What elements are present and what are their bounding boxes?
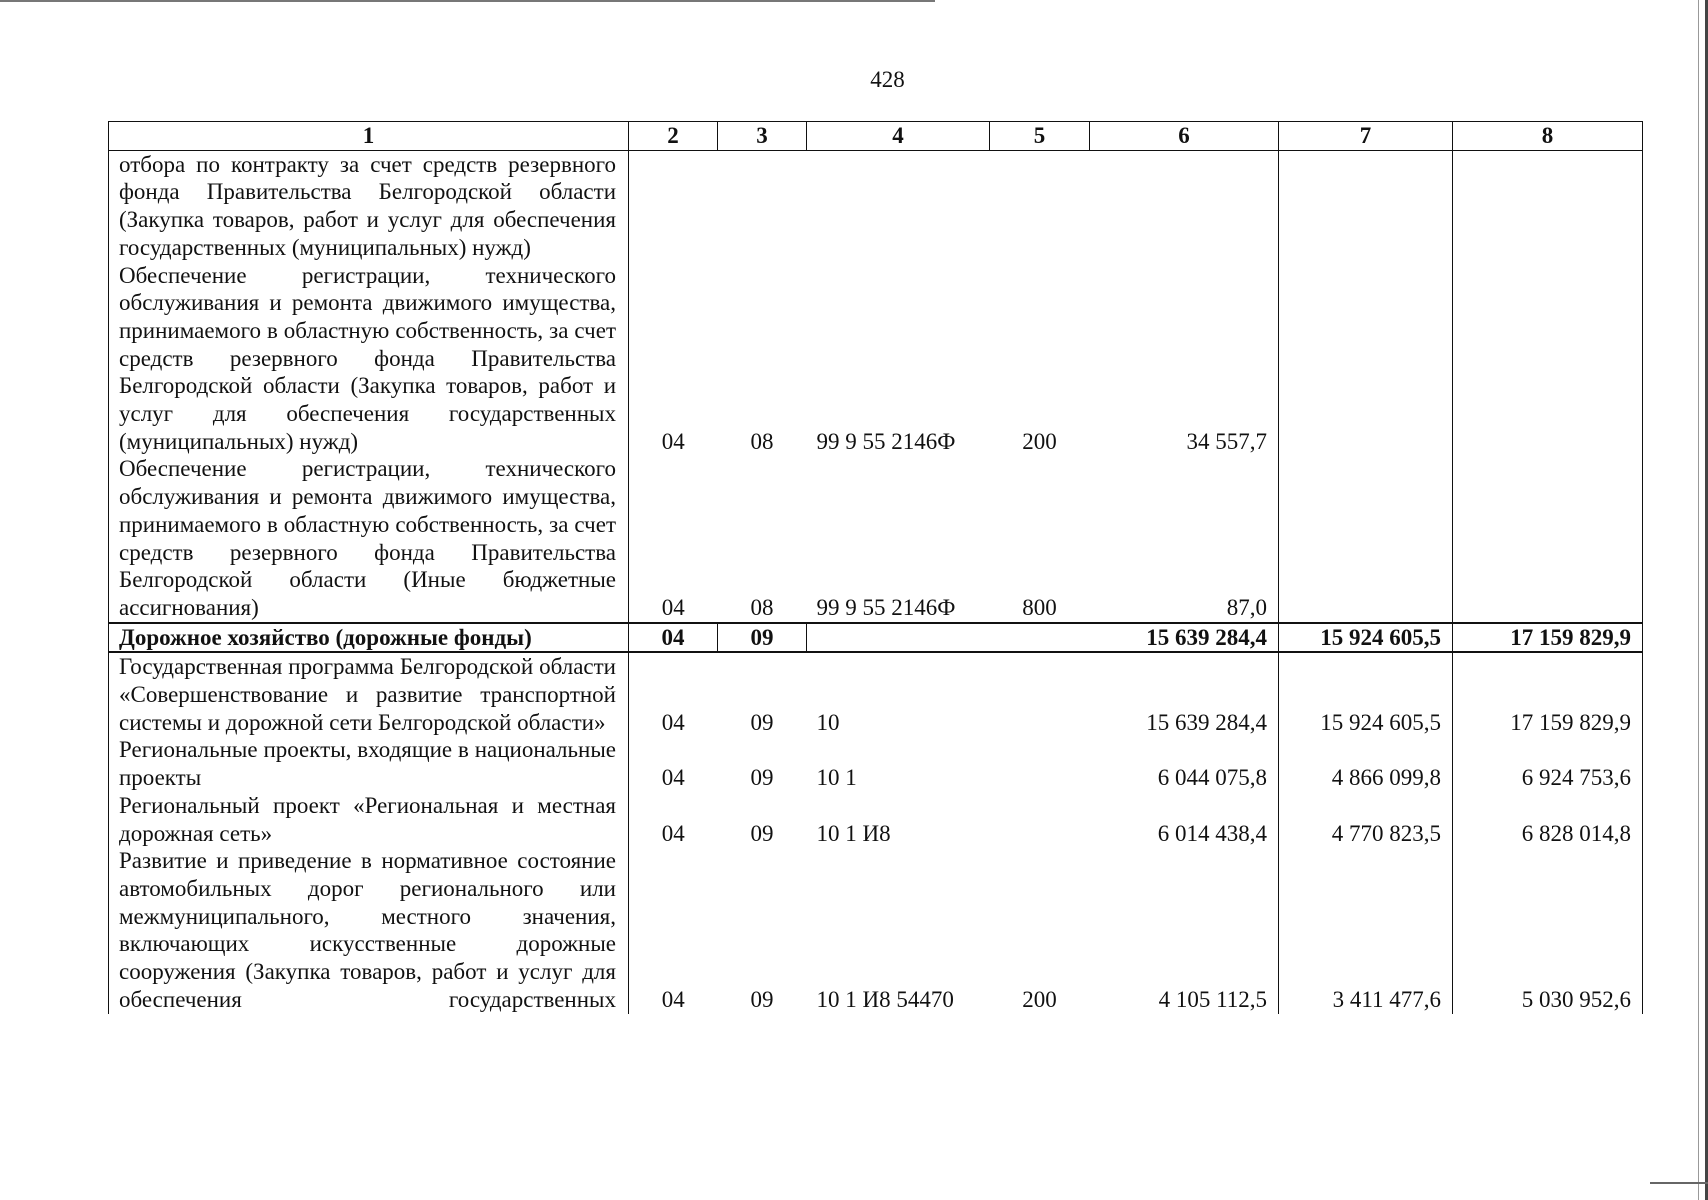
amount-col-7: [1279, 455, 1453, 622]
table-row: [109, 736, 1643, 791]
target-article-code: 99 9 55 2146Ф: [816, 594, 956, 620]
target-article-code: 10 1 И8 54470: [816, 986, 954, 1012]
row-name: Дорожное хозяйство (дорожные фонды): [109, 623, 629, 653]
row-name: Региональный проект «Региональная и местная дорожная сеть»: [109, 792, 629, 847]
scan-edge-bottom: [1650, 1182, 1708, 1184]
amount-col-8: [1453, 150, 1643, 261]
scan-edge-top: [0, 0, 935, 2]
amount-col-7: 15 924 605,5: [1279, 623, 1453, 653]
expense-type-code: [990, 652, 1090, 736]
amount-col-8: [1453, 262, 1643, 456]
subsection-code: 09: [750, 709, 774, 735]
row-name: Обеспечение регистрации, технического обслуживания и ремонта движимого имущества, принимаемого в областную собственность, за счет средств резервного фонда Правительства Белгородской области (Иные бюджетные ассигнования): [109, 455, 629, 622]
expense-type-code: 800: [1022, 594, 1057, 620]
row-name: Обеспечение регистрации, технического обслуживания и ремонта движимого имущества, принимаемого в областную собственность, за счет средств резервного фонда Правительства Белгородской области (Закупка товаров, работ и услуг для обеспечения государственных (муниципальных) нужд): [109, 262, 629, 456]
column-header-7: 7: [1279, 122, 1453, 151]
subsection-code: 09: [750, 820, 774, 846]
amount-col-6: [1090, 150, 1279, 261]
expense-type-code: [990, 736, 1090, 791]
column-header-6: 6: [1090, 122, 1279, 151]
expense-type-code: [990, 150, 1090, 261]
expense-type-code: 200: [1022, 428, 1057, 454]
subsection-code: [718, 150, 807, 261]
section-code: 04: [629, 623, 718, 653]
table-row: [109, 262, 1643, 456]
row-name: Развитие и приведение в нормативное состояние автомобильных дорог регионального или межмуниципального, местного значения, включающих искусственные дорожные сооружения (Закупка товаров, работ и услуг для обеспечения государственных: [109, 847, 629, 1013]
section-code: 04: [629, 652, 718, 736]
expense-type-code: [990, 792, 1090, 847]
target-article-code: 99 9 55 2146Ф: [816, 428, 956, 454]
row-name: отбора по контракту за счет средств резервного фонда Правительства Белгородской области (Закупка товаров, работ и услуг для обеспечения государственных (муниципальных) нужд): [109, 150, 629, 261]
amount-col-6: 34 557,7: [1090, 262, 1279, 456]
subsection-code: 09: [718, 623, 807, 653]
amount-col-7: 15 924 605,5: [1279, 652, 1453, 736]
section-code: 04: [629, 455, 718, 622]
amount-col-6: 15 639 284,4: [1090, 623, 1279, 653]
column-number-row: [109, 122, 1643, 151]
amount-col-7: [1279, 262, 1453, 456]
section-code: 04: [629, 736, 718, 791]
target-article-code: [807, 150, 990, 261]
target-article-code: [807, 623, 990, 653]
subsection-code: 08: [750, 428, 774, 454]
expense-type-code: [990, 623, 1090, 653]
section-code: 04: [629, 847, 718, 1013]
column-header-5: 5: [990, 122, 1090, 151]
amount-col-6: 4 105 112,5: [1090, 847, 1279, 1013]
table-row: [109, 150, 1643, 261]
page-number: 428: [870, 67, 905, 92]
amount-col-6: 6 014 438,4: [1090, 792, 1279, 847]
column-header-3: 3: [718, 122, 807, 151]
budget-table: [108, 121, 1643, 1014]
column-header-8: 8: [1453, 122, 1643, 151]
amount-col-6: 6 044 075,8: [1090, 736, 1279, 791]
table-row: [109, 652, 1643, 736]
amount-col-8: [1453, 455, 1643, 622]
amount-col-7: 3 411 477,6: [1279, 847, 1453, 1013]
amount-col-8: 5 030 952,6: [1453, 847, 1643, 1013]
column-header-4: 4: [807, 122, 990, 151]
amount-col-7: 4 866 099,8: [1279, 736, 1453, 791]
subsection-code: 09: [750, 986, 774, 1012]
table-row: [109, 847, 1643, 1013]
amount-col-6: 87,0: [1090, 455, 1279, 622]
section-code: [629, 150, 718, 261]
row-name: Региональные проекты, входящие в национальные проекты: [109, 736, 629, 791]
target-article-code: 10 1: [816, 765, 857, 791]
expense-type-code: 200: [1022, 986, 1057, 1012]
amount-col-7: [1279, 150, 1453, 261]
table-row: [109, 455, 1643, 622]
target-article-code: 10 1 И8: [816, 820, 891, 846]
section-code: 04: [629, 262, 718, 456]
section-code: 04: [629, 792, 718, 847]
column-header-2: 2: [629, 122, 718, 151]
amount-col-6: 15 639 284,4: [1090, 652, 1279, 736]
table-row: [109, 792, 1643, 847]
amount-col-8: 17 159 829,9: [1453, 652, 1643, 736]
scan-edge-right-inner: [1698, 0, 1699, 1200]
amount-col-8: 6 828 014,8: [1453, 792, 1643, 847]
subsection-code: 08: [750, 594, 774, 620]
amount-col-8: 17 159 829,9: [1453, 623, 1643, 653]
target-article-code: 10: [816, 709, 840, 735]
row-name: Государственная программа Белгородской области «Совершенствование и развитие транспортной системы и дорожной сети Белгородской области»: [109, 652, 629, 736]
amount-col-8: 6 924 753,6: [1453, 736, 1643, 791]
section-total-row: [109, 623, 1643, 653]
subsection-code: 09: [750, 765, 774, 791]
amount-col-7: 4 770 823,5: [1279, 792, 1453, 847]
column-header-1: 1: [109, 122, 629, 151]
